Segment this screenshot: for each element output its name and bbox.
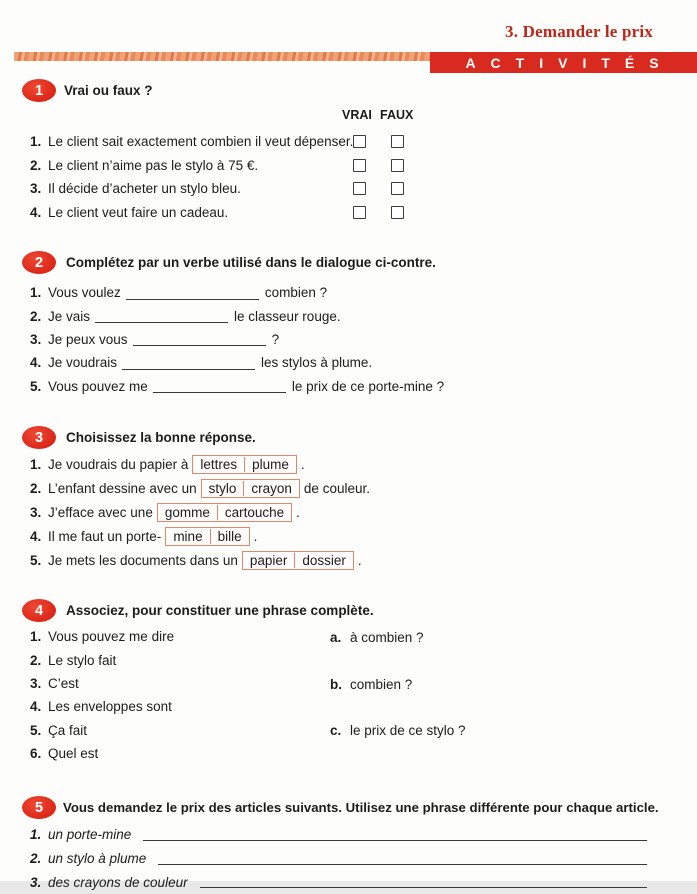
sentence-after: le classeur rouge.: [234, 308, 341, 324]
faux-checkbox[interactable]: [391, 159, 404, 172]
choice-option-2[interactable]: cartouche: [217, 505, 291, 520]
exercise-1-badge: 1: [22, 79, 56, 102]
answer-blank[interactable]: [133, 332, 266, 346]
choice-options: [165, 527, 249, 546]
item-number: 1.: [30, 827, 42, 843]
match-left-item: [30, 719, 174, 742]
vrai-column-header: VRAI: [342, 108, 372, 122]
choice-item: [30, 525, 370, 549]
sentence-before: Vous pouvez me: [48, 378, 148, 394]
choice-option-1[interactable]: stylo: [208, 480, 237, 496]
choice-option-2[interactable]: bille: [210, 529, 249, 544]
match-right-text[interactable]: à combien ?: [350, 630, 424, 645]
answer-blank[interactable]: [153, 379, 286, 393]
match-right-text[interactable]: combien ?: [350, 677, 413, 692]
item-letter: c.: [330, 723, 342, 738]
match-left-item: [30, 648, 174, 671]
item-number: 1.: [30, 285, 42, 301]
choice-list: [30, 452, 370, 573]
match-right-item: [330, 677, 412, 692]
choice-options: [201, 479, 300, 498]
exercise-2-title: Complétez par un verbe utilisé dans le dialogue ci-contre.: [66, 255, 436, 270]
item-number: 2.: [30, 480, 42, 496]
item-number: 1.: [30, 456, 42, 472]
faux-checkbox[interactable]: [391, 206, 404, 219]
tf-item: [30, 201, 675, 225]
fill-item: [30, 328, 444, 351]
vrai-checkbox[interactable]: [353, 159, 366, 172]
choice-option-2[interactable]: crayon: [243, 481, 299, 496]
price-item: [30, 823, 647, 847]
item-number: 2.: [30, 851, 42, 867]
match-left-item: [30, 742, 174, 765]
choice-option-1[interactable]: mine: [173, 529, 203, 545]
match-left-text[interactable]: Ça fait: [48, 722, 88, 738]
statement-text: Le client n’aime pas le stylo à 75 €.: [48, 157, 259, 173]
exercise-5-title: Vous demandez le prix des articles suivants. Utilisez une phrase différente pour chaque article.: [63, 800, 659, 815]
choice-option-2[interactable]: plume: [244, 457, 296, 472]
item-number: 2.: [30, 308, 42, 324]
choice-options: [192, 455, 297, 474]
match-right-text[interactable]: le prix de ce stylo ?: [350, 723, 466, 738]
item-number: 3.: [30, 874, 42, 890]
item-number: 3.: [30, 181, 42, 197]
sentence-after: .: [357, 553, 362, 569]
choice-option-1[interactable]: gomme: [164, 504, 210, 520]
write-line[interactable]: [143, 829, 647, 841]
match-left-item: [30, 672, 174, 695]
sentence-before: J’efface avec une: [48, 504, 153, 520]
faux-checkbox[interactable]: [391, 135, 404, 148]
sentence-after: .: [300, 456, 305, 472]
exercise-4-title: Associez, pour constituer une phrase complète.: [66, 603, 374, 618]
item-number: 4.: [30, 205, 42, 221]
statement-text: Il décide d’acheter un stylo bleu.: [48, 181, 241, 197]
match-left-text[interactable]: Quel est: [48, 746, 99, 762]
match-left-item: [30, 625, 174, 648]
item-number: 1.: [30, 629, 42, 645]
choice-item: [30, 500, 370, 524]
exercise-5-badge: 5: [22, 796, 56, 819]
item-number: 3.: [30, 675, 42, 691]
exercise-2-badge: 2: [22, 251, 56, 274]
exercise-4-badge: 4: [22, 599, 56, 622]
statement-text: Le client sait exactement combien il veut dépenser.: [48, 134, 354, 150]
sentence-before: Je peux vous: [48, 331, 128, 347]
choice-option-1[interactable]: papier: [249, 553, 288, 569]
answer-blank[interactable]: [122, 356, 255, 370]
write-line[interactable]: [200, 876, 647, 888]
true-false-list: [30, 130, 675, 224]
vrai-checkbox[interactable]: [353, 135, 366, 148]
article-label: des crayons de couleur: [48, 874, 188, 890]
match-left-text[interactable]: C’est: [48, 675, 79, 691]
item-number: 5.: [30, 378, 42, 394]
faux-checkbox[interactable]: [391, 182, 404, 195]
vrai-checkbox[interactable]: [353, 206, 366, 219]
sentence-before: L’enfant dessine avec un: [48, 480, 197, 496]
match-left-item: [30, 695, 174, 718]
item-number: 3.: [30, 331, 42, 347]
choice-option-1[interactable]: lettres: [200, 456, 238, 472]
fill-item: [30, 375, 444, 398]
activites-banner: ACTIVITÉS: [430, 52, 697, 73]
item-number: 2.: [30, 157, 42, 173]
exercise-3-title: Choisissez la bonne réponse.: [66, 430, 256, 445]
match-right-item: [330, 723, 466, 738]
fill-item: [30, 351, 444, 374]
fill-in-list: [30, 281, 444, 398]
sentence-after: le prix de ce porte-mine ?: [291, 378, 445, 394]
sentence-after: ?: [271, 331, 280, 347]
tf-item: [30, 130, 675, 154]
answer-blank[interactable]: [126, 286, 259, 300]
match-right-item: [330, 630, 424, 645]
fill-item: [30, 281, 444, 304]
sentence-after: les stylos à plume.: [261, 355, 373, 371]
chapter-title: 3. Demander le prix: [505, 22, 653, 41]
sentence-before: Il me faut un porte-: [48, 529, 162, 545]
item-number: 5.: [30, 722, 42, 738]
article-label: un stylo à plume: [48, 851, 147, 867]
tf-item: [30, 154, 675, 178]
sentence-before: Je vais: [48, 308, 91, 324]
price-item: [30, 871, 647, 894]
decorative-band: [14, 52, 431, 61]
sentence-before: Je voudrais du papier à: [48, 456, 189, 472]
exercise-3-badge: 3: [22, 426, 56, 449]
sentence-before: Je mets les documents dans un: [48, 553, 238, 569]
item-letter: b.: [330, 677, 342, 692]
fill-item: [30, 304, 444, 327]
faux-column-header: FAUX: [380, 108, 414, 122]
sentence-after: de couleur.: [303, 480, 370, 496]
vrai-checkbox[interactable]: [353, 182, 366, 195]
price-question-list: [30, 823, 647, 894]
item-number: 4.: [30, 529, 42, 545]
statement-text: Le client veut faire un cadeau.: [48, 205, 229, 221]
write-line[interactable]: [158, 853, 647, 865]
item-number: 5.: [30, 553, 42, 569]
match-left-column: [30, 625, 174, 765]
item-number: 2.: [30, 652, 42, 668]
match-left-text[interactable]: Vous pouvez me dire: [48, 629, 175, 645]
sentence-after: combien ?: [264, 285, 328, 301]
tf-item: [30, 177, 675, 201]
article-label: un porte-mine: [48, 827, 132, 843]
item-number: 3.: [30, 504, 42, 520]
choice-item: [30, 452, 370, 476]
choice-options: [157, 503, 292, 522]
sentence-before: Je voudrais: [48, 355, 118, 371]
sentence-after: .: [296, 504, 300, 520]
match-left-text[interactable]: Les enveloppes sont: [48, 699, 172, 715]
answer-blank[interactable]: [95, 309, 228, 323]
choice-item: [30, 476, 370, 500]
item-number: 4.: [30, 699, 42, 715]
exercise-1-title: Vrai ou faux ?: [64, 83, 153, 98]
sentence-before: Vous voulez: [48, 285, 121, 301]
item-number: 4.: [30, 355, 42, 371]
item-letter: a.: [330, 630, 342, 645]
choice-options: [242, 551, 354, 570]
price-item: [30, 847, 647, 871]
item-number: 6.: [30, 746, 42, 762]
item-number: 1.: [30, 134, 42, 150]
choice-item: [30, 549, 370, 573]
sentence-after: .: [253, 529, 258, 545]
match-left-text[interactable]: Le stylo fait: [48, 652, 117, 668]
choice-option-2[interactable]: dossier: [294, 553, 353, 568]
